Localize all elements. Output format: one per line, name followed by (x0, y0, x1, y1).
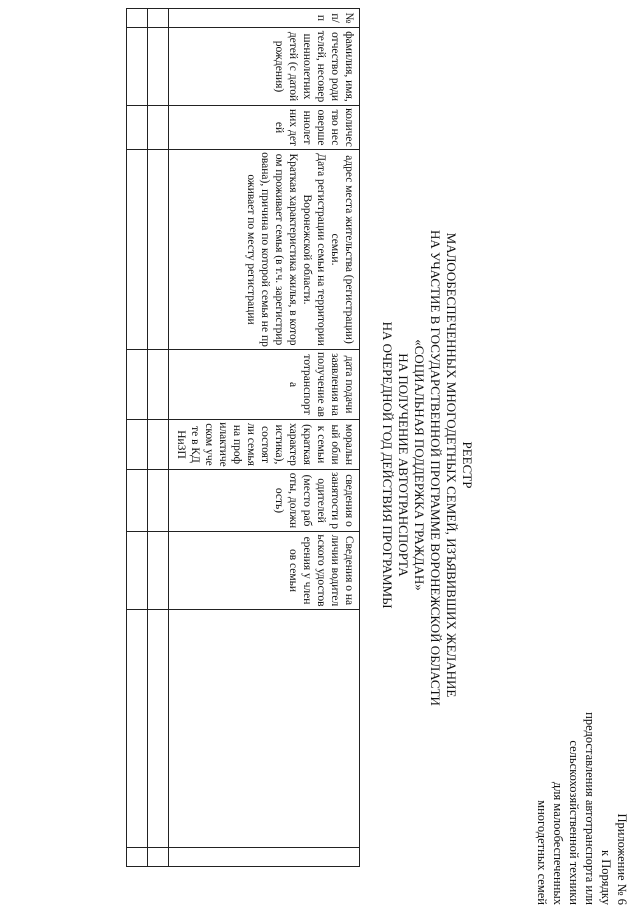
table-cell (148, 350, 169, 420)
table-cell (127, 9, 148, 28)
table-cell (148, 28, 169, 106)
header-num: № п/п (169, 9, 360, 28)
appendix-block (534, 655, 630, 905)
appendix-line: для малообеспеченных (551, 781, 565, 905)
table-cell (148, 470, 169, 532)
header-moral: моральный облик семьи (краткая характеристика), состоят ли семья на профилактическом учете в КДНиЗП (169, 420, 360, 470)
header-empty (169, 848, 360, 867)
header-address-part: Дата регистрации семьи на территории Воронежской области. (301, 153, 327, 346)
document-title (379, 230, 475, 706)
table-cell (127, 150, 148, 350)
table-cell (148, 532, 169, 610)
header-address-part: адрес места жительства (регистрации) семьи. (329, 155, 355, 344)
appendix-line: Приложение № 6 (615, 813, 629, 905)
title-line: НА ОЧЕРЕДНОЙ ГОД ДЕЙСТВИЯ ПРОГРАММЫ (380, 321, 395, 609)
table-cell (127, 470, 148, 532)
title-line: МАЛООБЕСПЕЧЕННЫХ МНОГОДЕТНЫХ СЕМЕЙ, ИЗЪЯВИВШИХ ЖЕЛАНИЕ (444, 232, 459, 698)
table-cell (127, 28, 148, 106)
table-cell (148, 848, 169, 867)
table-cell (148, 106, 169, 150)
header-license: Сведения о наличии водительского удостоверения у членов семьи (169, 532, 360, 610)
title-line: НА ПОЛУЧЕНИЕ АВТОТРАНСПОРТА (396, 353, 411, 577)
title-line: РЕЕСТР (460, 441, 475, 489)
table-cell (148, 420, 169, 470)
header-address-part: Краткая характеристика жилья, в котором проживает семья (в т.ч. зарегистрирована), причина по которой семья не проживает по месту регистрации (245, 152, 299, 347)
table-row (127, 9, 148, 867)
table-cell (127, 848, 148, 867)
title-line: «СОЦИАЛЬНАЯ ПОДДЕРЖКА ГРАЖДАН» (412, 339, 427, 591)
appendix-line: многодетных семей (535, 800, 549, 905)
appendix-line: к Порядку (599, 850, 613, 905)
appendix-line: сельскохозяйственной техники (567, 740, 581, 905)
table-cell (148, 150, 169, 350)
header-application-date: дата подачи заявления на получение автотранспорта (169, 350, 360, 420)
header-empty (169, 610, 360, 848)
table-cell (127, 420, 148, 470)
table-header-row (169, 9, 360, 867)
table-cell (127, 532, 148, 610)
table-cell (127, 610, 148, 848)
header-employment: сведения о занятости родителей (место работы, должность) (169, 470, 360, 532)
appendix-line: предоставления автотранспорта или (583, 712, 597, 905)
header-address (169, 150, 360, 350)
title-line: НА УЧАСТИЕ В ГОСУДАРСТВЕННОЙ ПРОГРАММЕ ВОРОНЕЖСКОЙ ОБЛАСТИ (428, 230, 443, 706)
registry-table (126, 8, 360, 867)
header-fio: фамилия, имя, отчество родителей, несовершеннолетних детей (с датой рождения) (169, 28, 360, 106)
table-cell (127, 106, 148, 150)
table-row (148, 9, 169, 867)
table-cell (148, 610, 169, 848)
header-children-count: количество несовершеннолетних детей (169, 106, 360, 150)
table-cell (148, 9, 169, 28)
table-cell (127, 350, 148, 420)
